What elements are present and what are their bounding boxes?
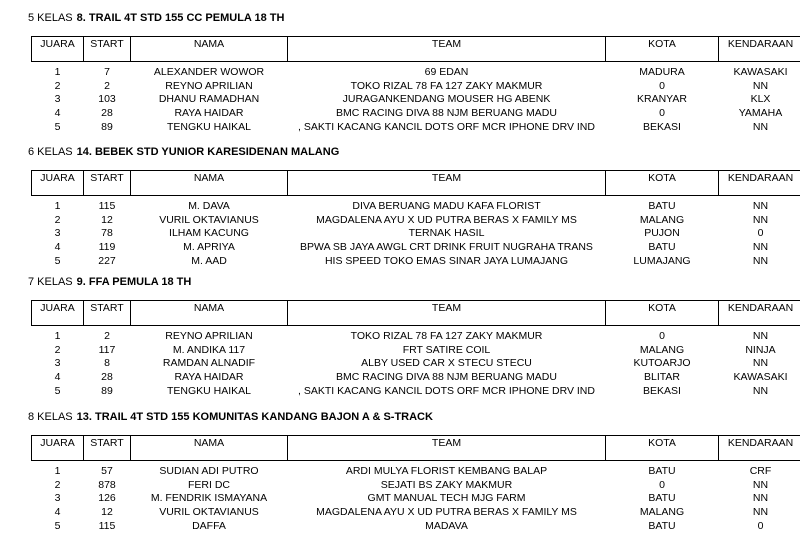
cell-nama: DAFFA (192, 519, 226, 532)
cell-juara: 2 (54, 213, 61, 226)
cell-juara: 5 (54, 384, 61, 397)
cell-start: 2 (104, 79, 110, 92)
cell-kota: BLITAR (644, 371, 680, 384)
cell-start: 28 (101, 371, 113, 384)
cell-kota: MALANG (639, 343, 685, 356)
column-header-kendaraan: KENDARAAN (719, 37, 800, 62)
column-header-start: START (84, 37, 131, 62)
table-row (32, 107, 800, 121)
column-header-kendaraan: KENDARAAN (719, 171, 800, 196)
cell-kendaraan: NINJA (745, 343, 776, 356)
cell-team: GMT MANUAL TECH MJG FARM (367, 492, 526, 505)
cell-nama: M. FENDRIK ISMAYANA (150, 492, 268, 505)
cell-start: 12 (101, 506, 113, 519)
cell-team: FRT SATIRE COIL (402, 343, 491, 356)
cell-kendaraan: NN (752, 241, 769, 254)
table-row (32, 371, 800, 385)
column-header-team: TEAM (288, 301, 606, 326)
column-header-kota: KOTA (606, 301, 719, 326)
cell-kota: BATU (648, 241, 676, 254)
kelas-label: 6 KELAS (28, 146, 73, 158)
cell-team: BPWA SB JAYA AWGL CRT DRINK FRUIT NUGRAHA TRANS (300, 241, 593, 254)
table-row (32, 326, 800, 344)
cell-team: TOKO RIZAL 78 FA 127 ZAKY MAKMUR (350, 79, 543, 92)
cell-team: MADAVA (425, 519, 468, 532)
cell-start: 119 (98, 241, 116, 254)
cell-juara: 2 (54, 79, 61, 92)
table-row (32, 506, 800, 520)
cell-kota: BEKASI (643, 120, 681, 133)
cell-kendaraan: NN (752, 357, 769, 370)
cell-juara: 4 (54, 371, 61, 384)
cell-start: 12 (101, 213, 113, 226)
cell-kota: BATU (648, 465, 676, 478)
cell-nama: ILHAM KACUNG (169, 227, 249, 240)
cell-team: DIVA BERUANG MADU KAFA FLORIST (352, 200, 541, 213)
cell-kendaraan: NN (752, 254, 769, 267)
cell-nama: M. ANDIKA 117 (172, 343, 246, 356)
cell-start: 227 (98, 254, 116, 267)
cell-juara: 5 (54, 120, 61, 133)
column-header-start: START (84, 301, 131, 326)
cell-nama: FERI DC (188, 478, 230, 491)
table-row (32, 254, 800, 268)
cell-start: 57 (101, 465, 113, 478)
cell-nama: M. DAVA (188, 200, 230, 213)
cell-nama: M. APRIYA (183, 241, 235, 254)
cell-juara: 3 (54, 357, 61, 370)
class-title: 9. FFA PEMULA 18 TH (76, 276, 192, 288)
cell-kota: LUMAJANG (633, 254, 691, 267)
class-section (28, 11, 794, 134)
column-header-kendaraan: KENDARAAN (719, 301, 800, 326)
cell-start: 78 (101, 227, 113, 240)
cell-kendaraan: NN (752, 506, 769, 519)
cell-nama: DHANU RAMADHAN (158, 93, 260, 106)
cell-juara: 4 (54, 241, 61, 254)
cell-kota: BATU (648, 492, 676, 505)
table-row (32, 227, 800, 241)
cell-juara: 5 (54, 519, 61, 532)
cell-kota: KUTOARJO (633, 357, 691, 370)
cell-juara: 2 (54, 478, 61, 491)
cell-start: 115 (98, 519, 116, 532)
kelas-label: 5 KELAS (28, 12, 73, 24)
header-row (32, 171, 800, 196)
table-row (32, 196, 800, 214)
column-header-nama: NAMA (131, 37, 288, 62)
cell-kendaraan: NN (752, 492, 769, 505)
cell-nama: VURIL OKTAVIANUS (159, 506, 259, 519)
cell-kendaraan: NN (752, 330, 769, 343)
cell-kota: 0 (659, 478, 665, 491)
kelas-label: 8 KELAS (28, 411, 73, 423)
cell-nama: TENGKU HAIKAL (166, 120, 252, 133)
cell-nama: RAMDAN ALNADIF (162, 357, 256, 370)
cell-start: 89 (101, 120, 113, 133)
column-header-kota: KOTA (606, 37, 719, 62)
cell-team: ARDI MULYA FLORIST KEMBANG BALAP (345, 465, 548, 478)
cell-kendaraan: CRF (749, 465, 772, 478)
cell-juara: 2 (54, 343, 61, 356)
cell-team: TERNAK HASIL (408, 227, 485, 240)
cell-kendaraan: NN (752, 384, 769, 397)
column-header-juara: JUARA (32, 37, 84, 62)
cell-team: TOKO RIZAL 78 FA 127 ZAKY MAKMUR (350, 330, 543, 343)
cell-juara: 1 (54, 66, 61, 79)
cell-team: 69 EDAN (424, 66, 469, 79)
class-title: 8. TRAIL 4T STD 155 CC PEMULA 18 TH (76, 12, 285, 24)
table-row (32, 344, 800, 358)
section-heading (28, 145, 772, 159)
cell-nama: RAYA HAIDAR (174, 107, 244, 120)
cell-kota: BATU (648, 519, 676, 532)
class-section (28, 275, 794, 398)
class-section (28, 410, 794, 533)
cell-juara: 1 (54, 465, 61, 478)
cell-kendaraan: NN (752, 120, 769, 133)
cell-juara: 1 (54, 200, 61, 213)
cell-start: 115 (98, 200, 116, 213)
results-table (31, 170, 800, 268)
cell-kota: BATU (648, 200, 676, 213)
column-header-nama: NAMA (131, 436, 288, 461)
cell-kota: PUJON (644, 227, 680, 240)
cell-start: 103 (98, 93, 116, 106)
cell-kendaraan: NN (752, 200, 769, 213)
cell-team: SEJATI BS ZAKY MAKMUR (380, 478, 513, 491)
cell-kendaraan: 0 (757, 227, 764, 240)
cell-team: JURAGANKENDANG MOUSER HG ABENK (342, 93, 551, 106)
column-header-team: TEAM (288, 37, 606, 62)
table-row (32, 120, 800, 134)
kelas-label: 7 KELAS (28, 276, 73, 288)
table-row (32, 384, 800, 398)
table-row (32, 62, 800, 80)
column-header-kota: KOTA (606, 171, 719, 196)
cell-kota: MADURA (639, 66, 685, 79)
section-heading (28, 410, 772, 424)
cell-juara: 3 (54, 227, 61, 240)
cell-start: 126 (98, 492, 116, 505)
section-heading (28, 275, 772, 289)
cell-start: 89 (101, 384, 113, 397)
column-header-kota: KOTA (606, 436, 719, 461)
header-row (32, 436, 800, 461)
column-header-juara: JUARA (32, 171, 84, 196)
cell-nama: M. AAD (191, 254, 227, 267)
cell-kendaraan: 0 (757, 519, 764, 532)
cell-nama: VURIL OKTAVIANUS (159, 213, 259, 226)
cell-nama: SUDIAN ADI PUTRO (159, 465, 259, 478)
table-row (32, 93, 800, 107)
cell-kendaraan: NN (752, 478, 769, 491)
column-header-kendaraan: KENDARAAN (719, 436, 800, 461)
class-title: 13. TRAIL 4T STD 155 KOMUNITAS KANDANG BAJON A & S-TRACK (76, 411, 433, 423)
table-row (32, 479, 800, 493)
cell-nama: RAYA HAIDAR (174, 371, 244, 384)
cell-kota: 0 (659, 330, 665, 343)
table-row (32, 241, 800, 255)
column-header-team: TEAM (288, 436, 606, 461)
column-header-nama: NAMA (131, 301, 288, 326)
column-header-team: TEAM (288, 171, 606, 196)
header-row (32, 301, 800, 326)
cell-kota: BEKASI (643, 384, 681, 397)
cell-kota: MALANG (639, 506, 685, 519)
cell-team: BMC RACING DIVA 88 NJM BERUANG MADU (336, 371, 557, 384)
header-row (32, 37, 800, 62)
section-heading (28, 11, 772, 25)
cell-start: 2 (104, 330, 110, 343)
column-header-nama: NAMA (131, 171, 288, 196)
cell-team: MAGDALENA AYU X UD PUTRA BERAS X FAMILY MS (316, 506, 577, 519)
cell-kendaraan: KAWASAKI (733, 371, 788, 384)
cell-kota: 0 (659, 107, 665, 120)
column-header-start: START (84, 436, 131, 461)
cell-kendaraan: KAWASAKI (733, 66, 788, 79)
cell-juara: 1 (54, 330, 61, 343)
cell-start: 7 (104, 66, 110, 79)
cell-juara: 3 (54, 93, 61, 106)
table-row (32, 214, 800, 228)
cell-kota: MALANG (639, 213, 685, 226)
class-title: 14. BEBEK STD YUNIOR KARESIDENAN MALANG (76, 146, 340, 158)
cell-kendaraan: NN (752, 213, 769, 226)
table-row (32, 492, 800, 506)
cell-team: , SAKTI KACANG KANCIL DOTS ORF MCR IPHONE DRV IND (298, 384, 595, 397)
column-header-juara: JUARA (32, 301, 84, 326)
cell-juara: 4 (54, 506, 61, 519)
class-section (28, 145, 794, 268)
column-header-juara: JUARA (32, 436, 84, 461)
results-table (31, 300, 800, 398)
table-row (32, 519, 800, 533)
table-row (32, 80, 800, 94)
table-row (32, 357, 800, 371)
cell-nama: ALEXANDER WOWOR (153, 66, 265, 79)
cell-juara: 4 (54, 107, 61, 120)
cell-kendaraan: YAMAHA (738, 107, 783, 120)
cell-start: 8 (104, 357, 110, 370)
cell-nama: REYNO APRILIAN (165, 330, 253, 343)
cell-kendaraan: KLX (750, 93, 771, 106)
cell-team: HIS SPEED TOKO EMAS SINAR JAYA LUMAJANG (324, 254, 569, 267)
cell-team: , SAKTI KACANG KANCIL DOTS ORF MCR IPHONE DRV IND (298, 120, 595, 133)
cell-nama: REYNO APRILIAN (165, 79, 253, 92)
cell-kota: 0 (659, 79, 665, 92)
cell-start: 28 (101, 107, 113, 120)
cell-kendaraan: NN (752, 79, 769, 92)
cell-juara: 3 (54, 492, 61, 505)
results-table (31, 435, 800, 533)
cell-team: MAGDALENA AYU X UD PUTRA BERAS X FAMILY MS (316, 213, 577, 226)
cell-start: 117 (98, 343, 116, 356)
cell-juara: 5 (54, 254, 61, 267)
cell-kota: KRANYAR (637, 93, 687, 106)
cell-team: BMC RACING DIVA 88 NJM BERUANG MADU (336, 107, 557, 120)
table-row (32, 461, 800, 479)
cell-team: ALBY USED CAR X STECU STECU (361, 357, 532, 370)
cell-start: 878 (98, 478, 116, 491)
cell-nama: TENGKU HAIKAL (166, 384, 252, 397)
column-header-start: START (84, 171, 131, 196)
results-table (31, 36, 800, 134)
